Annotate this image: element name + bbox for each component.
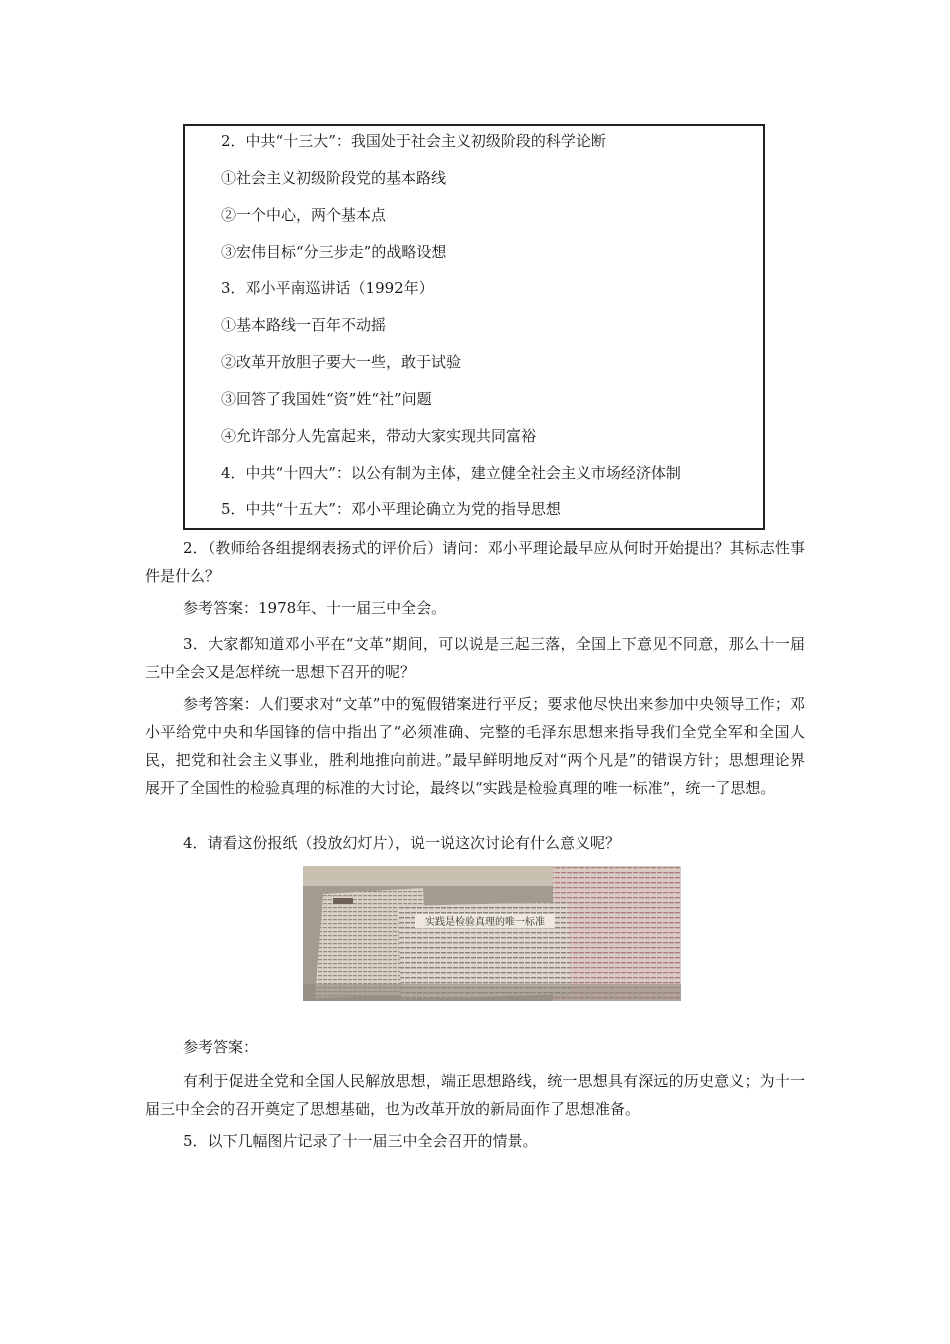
answer-3: 参考答案：人们要求对“文革”中的冤假错案进行平反；要求他尽快出来参加中央领导工作；邓小平给党中央和华国锋的信中指出了“必须准确、完整的毛泽东思想来指导我们全党全军和全国人民，把党和社会主义事业，胜利地推向前进。”最早鲜明地反对“两个凡是”的错误方针；思想理论界展开了全国性的检验真理的标准的大讨论，最终以“实践是检验真理的唯一标准”，统一了思想。 xyxy=(145,695,805,797)
answer-4-label: 参考答案： xyxy=(183,1038,259,1056)
answer-2: 参考答案：1978年、十一届三中全会。 xyxy=(183,599,447,617)
question-5: 5．以下几幅图片记录了十一届三中全会召开的情景。 xyxy=(183,1132,538,1150)
outline-line: ③回答了我国姓“资”姓“社”问题 xyxy=(221,390,432,408)
outline-line: 4．中共“十四大”：以公有制为主体，建立健全社会主义市场经济体制 xyxy=(221,464,681,482)
answer-4: 有利于促进全党和全国人民解放思想，端正思想路线，统一思想具有深远的历史意义；为十一届三中全会的召开奠定了思想基础，也为改革开放的新局面作了思想准备。 xyxy=(145,1072,805,1118)
outline-line: ①社会主义初级阶段党的基本路线 xyxy=(221,169,447,187)
question-3: 3．大家都知道邓小平在“文革”期间，可以说是三起三落，全国上下意见不同意，那么十一届三中全会又是怎样统一思想下召开的呢？ xyxy=(145,635,805,681)
outline-line: ②改革开放胆子要大一些，敢于试验 xyxy=(221,353,462,371)
newspaper-headline: 实践是检验真理的唯一标准 xyxy=(425,917,545,928)
outline-box xyxy=(183,124,765,530)
outline-line: 3．邓小平南巡讲话（1992年） xyxy=(221,279,434,297)
newspaper-photo xyxy=(303,866,681,1001)
question-2: 2．（教师给各组提纲表扬式的评价后）请问：邓小平理论最早应从何时开始提出？其标志性事件是什么？ xyxy=(145,539,805,585)
question-4: 4．请看这份报纸（投放幻灯片），说一说这次讨论有什么意义呢？ xyxy=(183,834,621,852)
outline-line: ④允许部分人先富起来，带动大家实现共同富裕 xyxy=(221,427,537,445)
outline-line: 5．中共“十五大”：邓小平理论确立为党的指导思想 xyxy=(221,500,561,518)
outline-line: ③宏伟目标“分三步走”的战略设想 xyxy=(221,243,447,261)
outline-line: ①基本路线一百年不动摇 xyxy=(221,316,387,334)
outline-line: ②一个中心，两个基本点 xyxy=(221,206,387,224)
outline-line: 2．中共“十三大”：我国处于社会主义初级阶段的科学论断 xyxy=(221,132,606,150)
